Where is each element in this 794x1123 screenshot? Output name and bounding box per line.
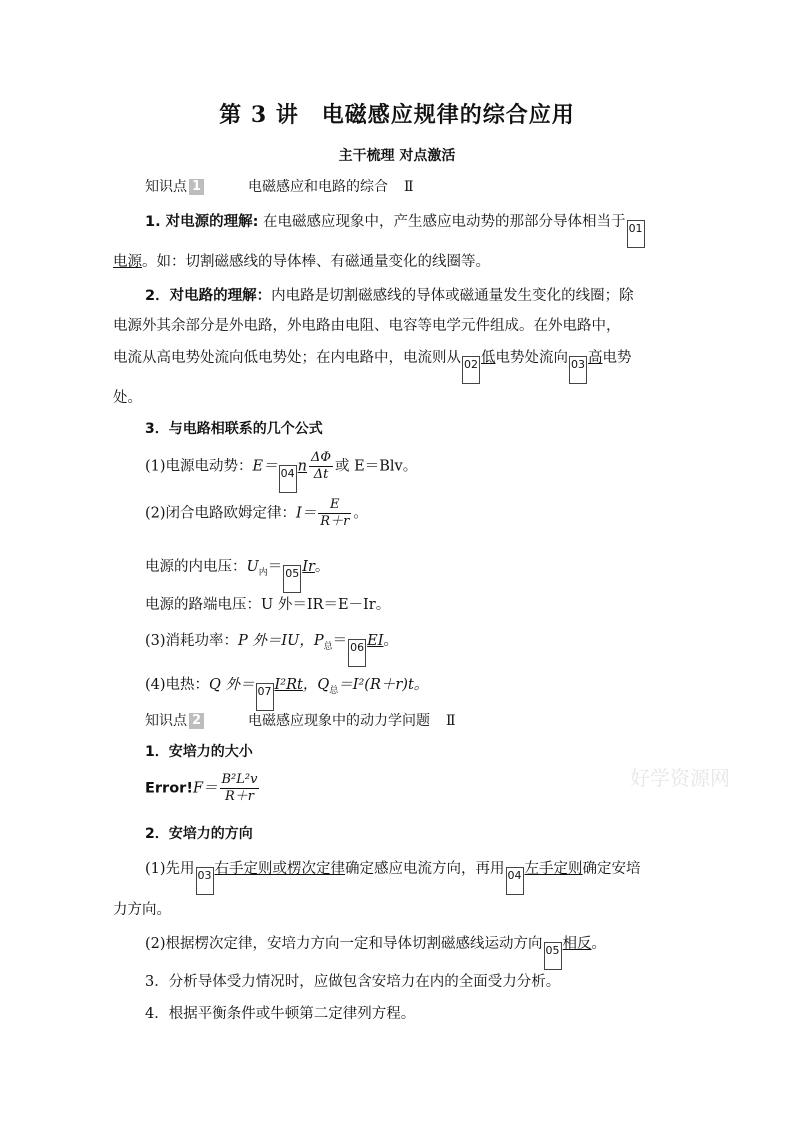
formula-mid: ，Q	[302, 677, 330, 693]
q2b-text: (2)根据楞次定律，安培力方向一定和导体切割磁感线运动方向	[145, 936, 543, 952]
answer-text: 相反	[562, 936, 592, 952]
formula-lhs: E＝	[252, 458, 278, 475]
formula-terminal-voltage: 电源的路端电压：U 外＝IR＝E－Ir。	[145, 597, 391, 613]
answer-text: I²Rt	[274, 677, 303, 693]
section-q2-head: 2．安培力的方向	[145, 826, 253, 842]
kp-number: 2	[189, 713, 204, 729]
item-3: 3．分析导体受力情况时，应做包含安培力在内的全面受力分析。	[145, 974, 561, 990]
formula-end: 。	[353, 505, 368, 522]
answer-box: 04	[506, 867, 524, 895]
formula-lhs: P 外＝IU，P	[238, 633, 324, 649]
q2-item-2	[145, 932, 606, 970]
knowledge-point-2	[145, 710, 456, 730]
p2-text: 内电路是切割磁感线的导体或磁通量发生变化的线圈；除	[271, 288, 634, 304]
subscript: 总	[323, 641, 333, 652]
numerator: ΔΦ	[310, 450, 332, 465]
formula-lhs: I＝	[296, 505, 317, 522]
answer-text: Ir	[302, 559, 315, 575]
section-q1-head: 1．安培力的大小	[145, 744, 253, 760]
answer-text: 电源	[113, 254, 142, 270]
paragraph-2-line-3	[113, 346, 632, 384]
denominator: R＋r	[320, 514, 350, 529]
formula-rest: 或 E＝Blv。	[335, 458, 418, 475]
formula-label: (4)电热：	[145, 677, 210, 693]
q2a-text-2: 确定感应电流方向，再用	[345, 861, 505, 877]
denominator: R＋r	[224, 789, 254, 804]
error-marker: Error!	[145, 780, 193, 797]
formula-internal-voltage	[145, 555, 329, 593]
p1-text-2: 。如：切割磁感线的导体棒、有磁通量变化的线圈等。	[142, 254, 490, 270]
q2a-text-3: 确定安培	[582, 861, 641, 877]
watermark: 好学资源网	[630, 766, 730, 790]
answer-text: 低	[481, 350, 496, 366]
formula-power	[145, 629, 398, 667]
formula-ampere-force	[145, 772, 261, 805]
formula-end: 。	[383, 633, 398, 649]
formula-label: 电源的内电压：	[145, 559, 247, 575]
numerator: B²L²v	[221, 772, 258, 787]
answer-box: 03	[196, 867, 214, 895]
formula-emf	[145, 450, 417, 493]
paragraph-2-line-2: 电源外其余部分是外电路，外电路由电阻、电容等电学元件组成。在外电路中，	[113, 318, 621, 334]
p2-text-3c: 电势	[602, 350, 632, 366]
answer-text: 右手定则或楞次定律	[214, 861, 346, 877]
section-subtitle: 主干梳理 对点激活	[338, 148, 456, 164]
formula-label: (2)闭合电路欧姆定律：	[145, 505, 297, 522]
kp-prefix: 知识点	[145, 179, 187, 195]
equals: ＝	[267, 559, 283, 575]
answer-text: EI	[367, 633, 384, 649]
numerator: E	[318, 497, 351, 514]
q2-item-1-line-2: 力方向。	[113, 902, 171, 918]
fraction	[220, 772, 260, 805]
formula-lhs: Q 外＝	[209, 677, 255, 693]
answer-box: 01	[627, 220, 645, 248]
answer-box: 05	[544, 942, 562, 970]
answer-box: 07	[256, 683, 274, 711]
kp-prefix: 知识点	[145, 713, 187, 729]
paragraph-2-line-1	[145, 284, 634, 305]
answer-text: n	[297, 458, 307, 475]
subscript: 总	[329, 685, 339, 696]
equals: ＝	[332, 633, 348, 649]
subscript: 内	[258, 567, 268, 578]
formula-lhs: F＝	[192, 780, 218, 797]
p2-text-3b: 电势处流向	[495, 350, 568, 366]
formula-label: (1)电源电动势：	[145, 458, 253, 475]
kp-title: 电磁感应现象中的动力学问题	[248, 713, 430, 729]
knowledge-point-1	[145, 176, 414, 196]
kp-number: 1	[189, 179, 204, 195]
paragraph-3-head: 3．与电路相联系的几个公式	[145, 421, 323, 437]
p1-text: 在电磁感应现象中，产生感应电动势的那部分导体相当于	[258, 214, 626, 230]
formula-label: (3)消耗功率：	[145, 633, 239, 649]
paragraph-1-line-1	[145, 210, 646, 248]
answer-box: 03	[569, 356, 587, 384]
page-title: 第 3 讲 电磁感应规律的综合应用	[219, 102, 575, 128]
p1-head: 1. 对电源的理解:	[145, 214, 259, 230]
q2-item-1-line-1	[145, 857, 641, 895]
kp-title: 电磁感应和电路的综合	[248, 179, 388, 195]
formula-rest: ＝I²(R＋r)t。	[338, 677, 429, 693]
q2a-text: (1)先用	[145, 861, 195, 877]
p2-head: 2．对电路的理解：	[145, 288, 272, 304]
fraction	[309, 450, 333, 483]
answer-text: 高	[588, 350, 603, 366]
paragraph-2-line-4: 处。	[113, 390, 142, 406]
q2b-end: 。	[591, 936, 607, 952]
kp-level: Ⅱ	[404, 179, 414, 195]
paragraph-1-line-2	[113, 250, 490, 271]
denominator: Δt	[313, 467, 329, 482]
formula-heat	[145, 673, 428, 711]
item-4: 4．根据平衡条件或牛顿第二定律列方程。	[145, 1006, 416, 1022]
answer-box: 04	[279, 465, 297, 493]
kp-level: Ⅱ	[446, 713, 456, 729]
answer-box: 05	[283, 565, 301, 593]
fraction	[318, 497, 351, 530]
p2-text-3a: 电流从高电势处流向低电势处；在内电路中，电流则从	[113, 350, 461, 366]
formula-end: 。	[314, 559, 330, 575]
formula-ohm	[145, 497, 368, 530]
answer-box: 02	[462, 356, 480, 384]
formula-lhs: U	[246, 559, 259, 575]
answer-box: 06	[348, 639, 366, 667]
answer-text: 左手定则	[524, 861, 583, 877]
